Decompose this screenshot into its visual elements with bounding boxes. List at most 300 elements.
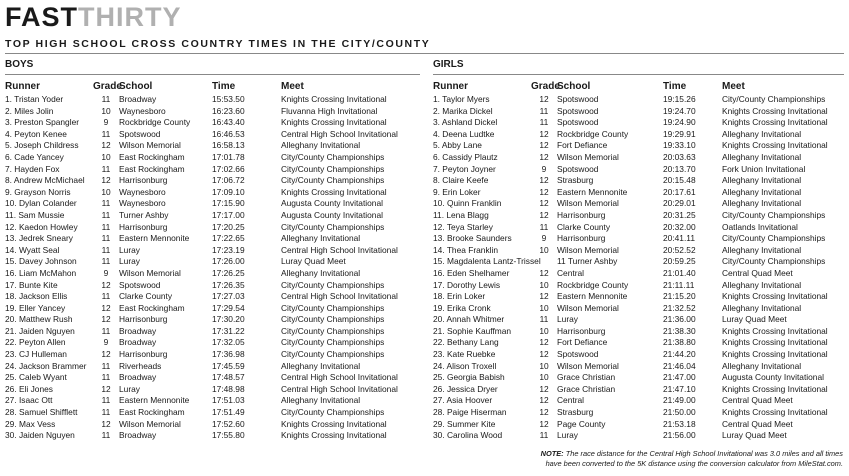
- time-cell: 17:01.78: [212, 151, 245, 162]
- table-row: [5, 384, 420, 396]
- time-cell: 21:32.52: [663, 302, 696, 313]
- meet-cell: City/County Championships: [722, 94, 826, 104]
- school-cell: Broadway: [119, 325, 157, 336]
- time-cell: 20:13.70: [663, 163, 696, 174]
- time-cell: 21:38.80: [663, 337, 696, 348]
- runner-cell: 27. Asia Hoover: [433, 395, 493, 406]
- runner-cell: 8. Andrew McMichael: [5, 175, 85, 186]
- runner-cell: 20. Annah Whitmer: [433, 314, 505, 325]
- school-cell: Rockbridge County: [119, 117, 191, 128]
- meet-cell: Alleghany Invitational: [281, 360, 361, 371]
- grade-cell: 11: [101, 256, 111, 267]
- table-row: [433, 280, 844, 292]
- time-cell: 17:51.03: [212, 395, 245, 406]
- school-cell: Grace Christian: [557, 383, 616, 394]
- meet-cell: Alleghany Invitational: [281, 233, 361, 244]
- meet-cell: Knights Crossing Invitational: [281, 430, 387, 441]
- runner-cell: 24. Alison Troxell: [433, 360, 497, 371]
- meet-cell: Knights Crossing Invitational: [722, 117, 828, 128]
- meet-cell: Luray Quad Meet: [281, 256, 346, 267]
- time-cell: 21:47.10: [663, 383, 696, 394]
- school-cell: Broadway: [119, 94, 157, 104]
- page-subtitle: TOP HIGH SCHOOL CROSS COUNTRY TIMES IN THE CITY/COUNTY: [5, 38, 431, 50]
- time-cell: 20:29.01: [663, 198, 696, 209]
- school-cell: Harrisonburg: [119, 221, 168, 232]
- meet-cell: Alleghany Invitational: [722, 128, 802, 139]
- time-cell: 17:09.10: [212, 186, 245, 197]
- time-cell: 20:32.00: [663, 221, 696, 232]
- time-cell: 17:36.98: [212, 349, 245, 360]
- time-cell: 20:03.63: [663, 151, 696, 162]
- boys-column-header: [5, 80, 420, 94]
- school-cell: Wilson Memorial: [557, 360, 619, 371]
- grade-cell: 12: [539, 407, 549, 418]
- grade-cell: 12: [539, 349, 549, 360]
- time-column-header: Time: [212, 81, 236, 92]
- school-cell: Wilson Memorial: [557, 151, 619, 162]
- school-column-header: School: [557, 81, 591, 92]
- footnote: [443, 449, 843, 469]
- table-row: [433, 187, 844, 199]
- time-cell: 17:06.72: [212, 175, 245, 186]
- school-cell: Rockbridge County: [557, 279, 629, 290]
- table-row: [5, 256, 420, 268]
- runner-cell: 30. Carolina Wood: [433, 430, 503, 441]
- footnote-line-1: The race distance for the Central High School Invitational was 3.0 miles and all times: [565, 449, 843, 458]
- runner-cell: 6. Cade Yancey: [5, 151, 64, 162]
- grade-cell: 12: [539, 151, 549, 162]
- boys-table-body: [5, 94, 420, 442]
- boys-section: [5, 58, 420, 442]
- meet-cell: Alleghany Invitational: [281, 267, 361, 278]
- grade-cell: 9: [103, 267, 109, 278]
- runner-cell: 5. Joseph Childress: [5, 140, 79, 151]
- table-row: [5, 407, 420, 419]
- time-cell: 16:46.53: [212, 128, 245, 139]
- school-cell: Luray: [119, 256, 140, 267]
- grade-cell: 12: [539, 418, 549, 429]
- meet-cell: Knights Crossing Invitational: [281, 186, 387, 197]
- table-row: [433, 175, 844, 187]
- runner-cell: 14. Thea Franklin: [433, 244, 499, 255]
- grade-cell: 12: [101, 314, 111, 325]
- school-cell: Turner Ashby: [119, 209, 169, 220]
- grade-cell: 10: [539, 372, 549, 383]
- runner-cell: 10. Quinn Franklin: [433, 198, 502, 209]
- grade-cell: 11: [539, 430, 549, 441]
- school-cell: Page County: [557, 418, 606, 429]
- table-row: [5, 395, 420, 407]
- table-row: [5, 430, 420, 442]
- table-row: [433, 152, 844, 164]
- meet-cell: Alleghany Invitational: [722, 302, 802, 313]
- meet-cell: Knights Crossing Invitational: [722, 325, 828, 336]
- time-cell: 17:51.49: [212, 407, 245, 418]
- table-row: [5, 222, 420, 234]
- runner-cell: 19. Erika Cronk: [433, 302, 491, 313]
- grade-cell: 12: [101, 418, 111, 429]
- runner-cell: 24. Jackson Brammer: [5, 360, 87, 371]
- school-column-header: School: [119, 81, 153, 92]
- time-cell: 17:23.19: [212, 244, 245, 255]
- school-cell: Spotswood: [557, 94, 599, 104]
- school-cell: Spotswood: [119, 279, 161, 290]
- meet-cell: Central High School Invitational: [281, 372, 398, 383]
- meet-cell: City/County Championships: [281, 314, 385, 325]
- meet-cell: Fluvanna High Invitational: [281, 105, 378, 116]
- school-cell: Spotswood: [119, 128, 161, 139]
- title-bold-part: FAST: [5, 2, 79, 32]
- table-row: [433, 303, 844, 315]
- meet-column-header: Meet: [722, 81, 745, 92]
- meet-cell: Central High School Invitational: [281, 383, 398, 394]
- time-cell: 17:48.57: [212, 372, 245, 383]
- runner-cell: 11. Lena Blagg: [433, 209, 489, 220]
- time-cell: 21:01.40: [663, 267, 696, 278]
- time-cell: 20:17.61: [663, 186, 696, 197]
- meet-cell: Knights Crossing Invitational: [722, 140, 828, 151]
- runner-cell: 18. Erin Loker: [433, 291, 486, 302]
- time-cell: 17:17.00: [212, 209, 245, 220]
- grade-cell: 12: [539, 140, 549, 151]
- grade-cell: 11: [101, 325, 111, 336]
- runner-cell: 27. Isaac Ott: [5, 395, 53, 406]
- meet-cell: Knights Crossing Invitational: [722, 407, 828, 418]
- school-cell: Harrisonburg: [119, 175, 168, 186]
- grade-cell: 12: [101, 279, 111, 290]
- school-cell: East Rockingham: [119, 151, 185, 162]
- grade-cell: 10: [539, 302, 549, 313]
- grade-cell: 11: [101, 198, 111, 209]
- table-row: [5, 164, 420, 176]
- time-cell: 20:41.11: [663, 233, 695, 244]
- table-row: [433, 361, 844, 373]
- grade-cell: 10: [539, 279, 549, 290]
- meet-cell: Luray Quad Meet: [722, 430, 787, 441]
- school-cell: Broadway: [119, 430, 157, 441]
- school-cell: Waynesboro: [119, 186, 166, 197]
- girls-section-label: GIRLS: [433, 59, 464, 70]
- grade-cell: 12: [101, 140, 111, 151]
- table-row: [433, 372, 844, 384]
- meet-cell: Alleghany Invitational: [722, 175, 802, 186]
- meet-cell: City/County Championships: [281, 349, 385, 360]
- time-cell: 21:56.00: [663, 430, 696, 441]
- meet-cell: Central Quad Meet: [722, 395, 793, 406]
- grade-cell: 12: [539, 337, 549, 348]
- title-light-part: THIRTY: [78, 2, 182, 32]
- meet-cell: Alleghany Invitational: [722, 186, 802, 197]
- girls-column-header: [433, 80, 844, 94]
- grade-cell: 10: [101, 186, 111, 197]
- school-cell: East Rockingham: [119, 302, 185, 313]
- school-cell: 11 Turner Ashby: [557, 256, 618, 267]
- time-cell: 17:02.66: [212, 163, 245, 174]
- school-cell: Wilson Memorial: [119, 267, 181, 278]
- time-cell: 19:15.26: [663, 94, 696, 104]
- table-row: [5, 233, 420, 245]
- meet-cell: Fork Union Invitational: [722, 163, 806, 174]
- runner-cell: 12. Kaedon Howley: [5, 221, 78, 232]
- runner-cell: 17. Bunte Kite: [5, 279, 58, 290]
- grade-cell: 11: [101, 94, 111, 104]
- grade-cell: [531, 256, 557, 268]
- time-cell: 17:27.03: [212, 291, 245, 302]
- grade-cell: 9: [541, 233, 547, 244]
- runner-cell: 1. Tristan Yoder: [5, 94, 64, 104]
- meet-cell: Alleghany Invitational: [722, 279, 802, 290]
- school-cell: Grace Christian: [557, 372, 616, 383]
- meet-cell: City/County Championships: [281, 325, 385, 336]
- runner-cell: 22. Peyton Allen: [5, 337, 66, 348]
- table-row: [433, 384, 844, 396]
- time-cell: 17:45.59: [212, 360, 245, 371]
- grade-cell: 11: [101, 163, 111, 174]
- boys-divider: [5, 74, 420, 75]
- meet-cell: Alleghany Invitational: [281, 395, 361, 406]
- table-row: [5, 361, 420, 373]
- grade-cell: 11: [101, 221, 111, 232]
- runner-column-header: Runner: [433, 81, 468, 92]
- runner-cell: 2. Marika Dickel: [433, 105, 493, 116]
- grade-cell: 12: [539, 128, 549, 139]
- grade-cell: 12: [101, 383, 111, 394]
- runner-cell: 26. Jessica Dryer: [433, 383, 498, 394]
- runner-cell: 15. Davey Johnson: [5, 256, 77, 267]
- runner-cell: 7. Peyton Joyner: [433, 163, 496, 174]
- girls-section: [433, 58, 844, 442]
- meet-cell: Augusta County Invitational: [281, 209, 383, 220]
- school-cell: Luray: [557, 314, 578, 325]
- time-cell: 21:47.00: [663, 372, 696, 383]
- table-row: [5, 94, 420, 106]
- school-cell: Wilson Memorial: [557, 302, 619, 313]
- school-cell: Waynesboro: [119, 105, 166, 116]
- meet-cell: Knights Crossing Invitational: [281, 117, 387, 128]
- meet-cell: Knights Crossing Invitational: [281, 94, 387, 104]
- footnote-label: NOTE:: [540, 449, 564, 458]
- runner-cell: 16. Liam McMahon: [5, 267, 77, 278]
- meet-cell: Central High School Invitational: [281, 291, 398, 302]
- meet-cell: City/County Championships: [281, 151, 385, 162]
- table-row: [5, 245, 420, 257]
- meet-cell: Alleghany Invitational: [722, 244, 802, 255]
- school-cell: Wilson Memorial: [557, 244, 619, 255]
- school-cell: Broadway: [119, 372, 157, 383]
- school-cell: Clarke County: [119, 291, 173, 302]
- grade-cell: 11: [101, 128, 111, 139]
- school-cell: Rockbridge County: [557, 128, 629, 139]
- meet-cell: City/County Championships: [281, 337, 385, 348]
- meet-cell: City/County Championships: [722, 256, 826, 267]
- runner-cell: 26. Eli Jones: [5, 383, 53, 394]
- meet-cell: Knights Crossing Invitational: [722, 383, 828, 394]
- school-cell: Luray: [119, 244, 140, 255]
- grade-cell: 10: [101, 105, 111, 116]
- grade-column-header: Grade: [531, 81, 560, 92]
- meet-cell: Alleghany Invitational: [722, 198, 802, 209]
- runner-cell: 23. CJ Hulleman: [5, 349, 67, 360]
- time-cell: 17:30.20: [212, 314, 245, 325]
- runner-cell: 9. Erin Loker: [433, 186, 481, 197]
- table-row: [5, 140, 420, 152]
- grade-cell: 11: [101, 360, 111, 371]
- grade-column-header: Grade: [93, 81, 122, 92]
- table-row: [433, 291, 844, 303]
- table-row: [433, 129, 844, 141]
- school-cell: Spotswood: [557, 117, 599, 128]
- time-cell: 19:24.70: [663, 105, 696, 116]
- runner-cell: 21. Jaiden Nguyen: [5, 325, 75, 336]
- runner-cell: 2. Miles Jolin: [5, 105, 54, 116]
- table-row: [433, 198, 844, 210]
- meet-cell: Central High School Invitational: [281, 244, 398, 255]
- runner-cell: 6. Cassidy Plautz: [433, 151, 498, 162]
- girls-divider: [433, 74, 844, 75]
- runner-cell: 23. Kate Ruebke: [433, 349, 496, 360]
- grade-cell: 12: [539, 175, 549, 186]
- runner-cell: 5. Abby Lane: [433, 140, 482, 151]
- grade-cell: 12: [539, 186, 549, 197]
- runner-cell: 28. Samuel Shifflett: [5, 407, 78, 418]
- meet-cell: Augusta County Invitational: [281, 198, 383, 209]
- table-row: [433, 94, 844, 106]
- time-cell: 17:55.80: [212, 430, 245, 441]
- runner-cell: 25. Caleb Wyant: [5, 372, 67, 383]
- school-cell: Waynesboro: [119, 198, 166, 209]
- table-row: [433, 314, 844, 326]
- table-row: [5, 106, 420, 118]
- meet-cell: Knights Crossing Invitational: [722, 291, 828, 302]
- runner-cell: 30. Jaiden Nguyen: [5, 430, 75, 441]
- runner-cell: 29. Summer Kite: [433, 418, 496, 429]
- school-cell: Harrisonburg: [119, 314, 168, 325]
- time-cell: 19:29.91: [663, 128, 696, 139]
- runner-cell: 11. Sam Mussie: [5, 209, 65, 220]
- grade-cell: 11: [539, 221, 549, 232]
- school-cell: Central: [557, 267, 584, 278]
- school-cell: Eastern Mennonite: [557, 291, 628, 302]
- time-cell: 16:58.13: [212, 140, 245, 151]
- table-row: [5, 117, 420, 129]
- time-cell: 20:52.52: [663, 244, 696, 255]
- table-row: [5, 175, 420, 187]
- grade-cell: 11: [539, 314, 549, 325]
- time-cell: 19:24.90: [663, 117, 696, 128]
- school-cell: Harrisonburg: [119, 349, 168, 360]
- meet-cell: Luray Quad Meet: [722, 314, 787, 325]
- meet-column-header: Meet: [281, 81, 304, 92]
- meet-cell: City/County Championships: [281, 175, 385, 186]
- runner-cell: 16. Eden Shelhamer: [433, 267, 510, 278]
- time-cell: 17:32.05: [212, 337, 245, 348]
- time-cell: 17:26.25: [212, 267, 245, 278]
- grade-cell: 11: [101, 395, 111, 406]
- time-cell: 21:36.00: [663, 314, 696, 325]
- runner-cell: 22. Bethany Lang: [433, 337, 499, 348]
- runner-cell: 1. Taylor Myers: [433, 94, 490, 104]
- table-row: [433, 419, 844, 431]
- time-cell: 17:20.25: [212, 221, 245, 232]
- grade-cell: 10: [539, 325, 549, 336]
- table-row: [433, 140, 844, 152]
- table-row: [5, 419, 420, 431]
- runner-column-header: Runner: [5, 81, 40, 92]
- table-row: [433, 117, 844, 129]
- footnote-line-2: have been converted to the 5K distance using the conversion calculator from MileStat.com.: [545, 459, 843, 468]
- time-cell: 21:15.20: [663, 291, 696, 302]
- school-cell: Spotswood: [557, 349, 599, 360]
- grade-cell: 12: [539, 198, 549, 209]
- table-row: [433, 256, 844, 268]
- table-row: [5, 314, 420, 326]
- school-cell: Harrisonburg: [557, 233, 606, 244]
- table-row: [433, 337, 844, 349]
- table-row: [5, 280, 420, 292]
- table-row: [5, 129, 420, 141]
- grade-cell: 10: [539, 244, 549, 255]
- table-row: [5, 326, 420, 338]
- time-column-header: Time: [663, 81, 687, 92]
- grade-cell: 12: [101, 302, 111, 313]
- time-cell: 17:26.00: [212, 256, 245, 267]
- table-row: [5, 372, 420, 384]
- school-cell: Eastern Mennonite: [557, 186, 628, 197]
- meet-cell: Central Quad Meet: [722, 418, 793, 429]
- time-cell: 20:15.48: [663, 175, 696, 186]
- meet-cell: Alleghany Invitational: [722, 360, 802, 371]
- time-cell: 17:26.35: [212, 279, 245, 290]
- school-cell: Eastern Mennonite: [119, 395, 190, 406]
- table-row: [433, 222, 844, 234]
- school-cell: Wilson Memorial: [119, 140, 181, 151]
- page-title: [5, 2, 182, 32]
- time-cell: 17:29.54: [212, 302, 245, 313]
- meet-cell: Central Quad Meet: [722, 267, 793, 278]
- runner-cell: 12. Teya Starley: [433, 221, 493, 232]
- runner-cell: 15. Magdalenta Lantz-Trissel: [433, 256, 541, 267]
- table-row: [5, 210, 420, 222]
- school-cell: Broadway: [119, 337, 157, 348]
- meet-cell: Knights Crossing Invitational: [722, 337, 828, 348]
- table-row: [433, 430, 844, 442]
- time-cell: 21:38.30: [663, 325, 696, 336]
- time-cell: 21:53.18: [663, 418, 696, 429]
- table-row: [433, 233, 844, 245]
- time-cell: 17:52.60: [212, 418, 245, 429]
- grade-cell: 11: [101, 209, 111, 220]
- meet-cell: Augusta County Invitational: [722, 372, 824, 383]
- runner-cell: 14. Wyatt Seal: [5, 244, 60, 255]
- runner-cell: 3. Preston Spangler: [5, 117, 80, 128]
- school-cell: Fort Defiance: [557, 337, 608, 348]
- grade-cell: 12: [101, 349, 111, 360]
- runner-cell: 7. Hayden Fox: [5, 163, 60, 174]
- school-cell: Central: [557, 395, 584, 406]
- meet-cell: Knights Crossing Invitational: [281, 418, 387, 429]
- school-cell: Fort Defiance: [557, 140, 608, 151]
- school-cell: Harrisonburg: [557, 325, 606, 336]
- grade-cell: 11: [539, 117, 549, 128]
- grade-cell: 11: [101, 407, 111, 418]
- runner-cell: 17. Dorothy Lewis: [433, 279, 501, 290]
- table-row: [5, 152, 420, 164]
- title-divider: [5, 53, 844, 54]
- time-cell: 21:46.04: [663, 360, 696, 371]
- table-row: [433, 407, 844, 419]
- runner-cell: 13. Jedrek Sneary: [5, 233, 73, 244]
- grade-cell: 12: [539, 291, 549, 302]
